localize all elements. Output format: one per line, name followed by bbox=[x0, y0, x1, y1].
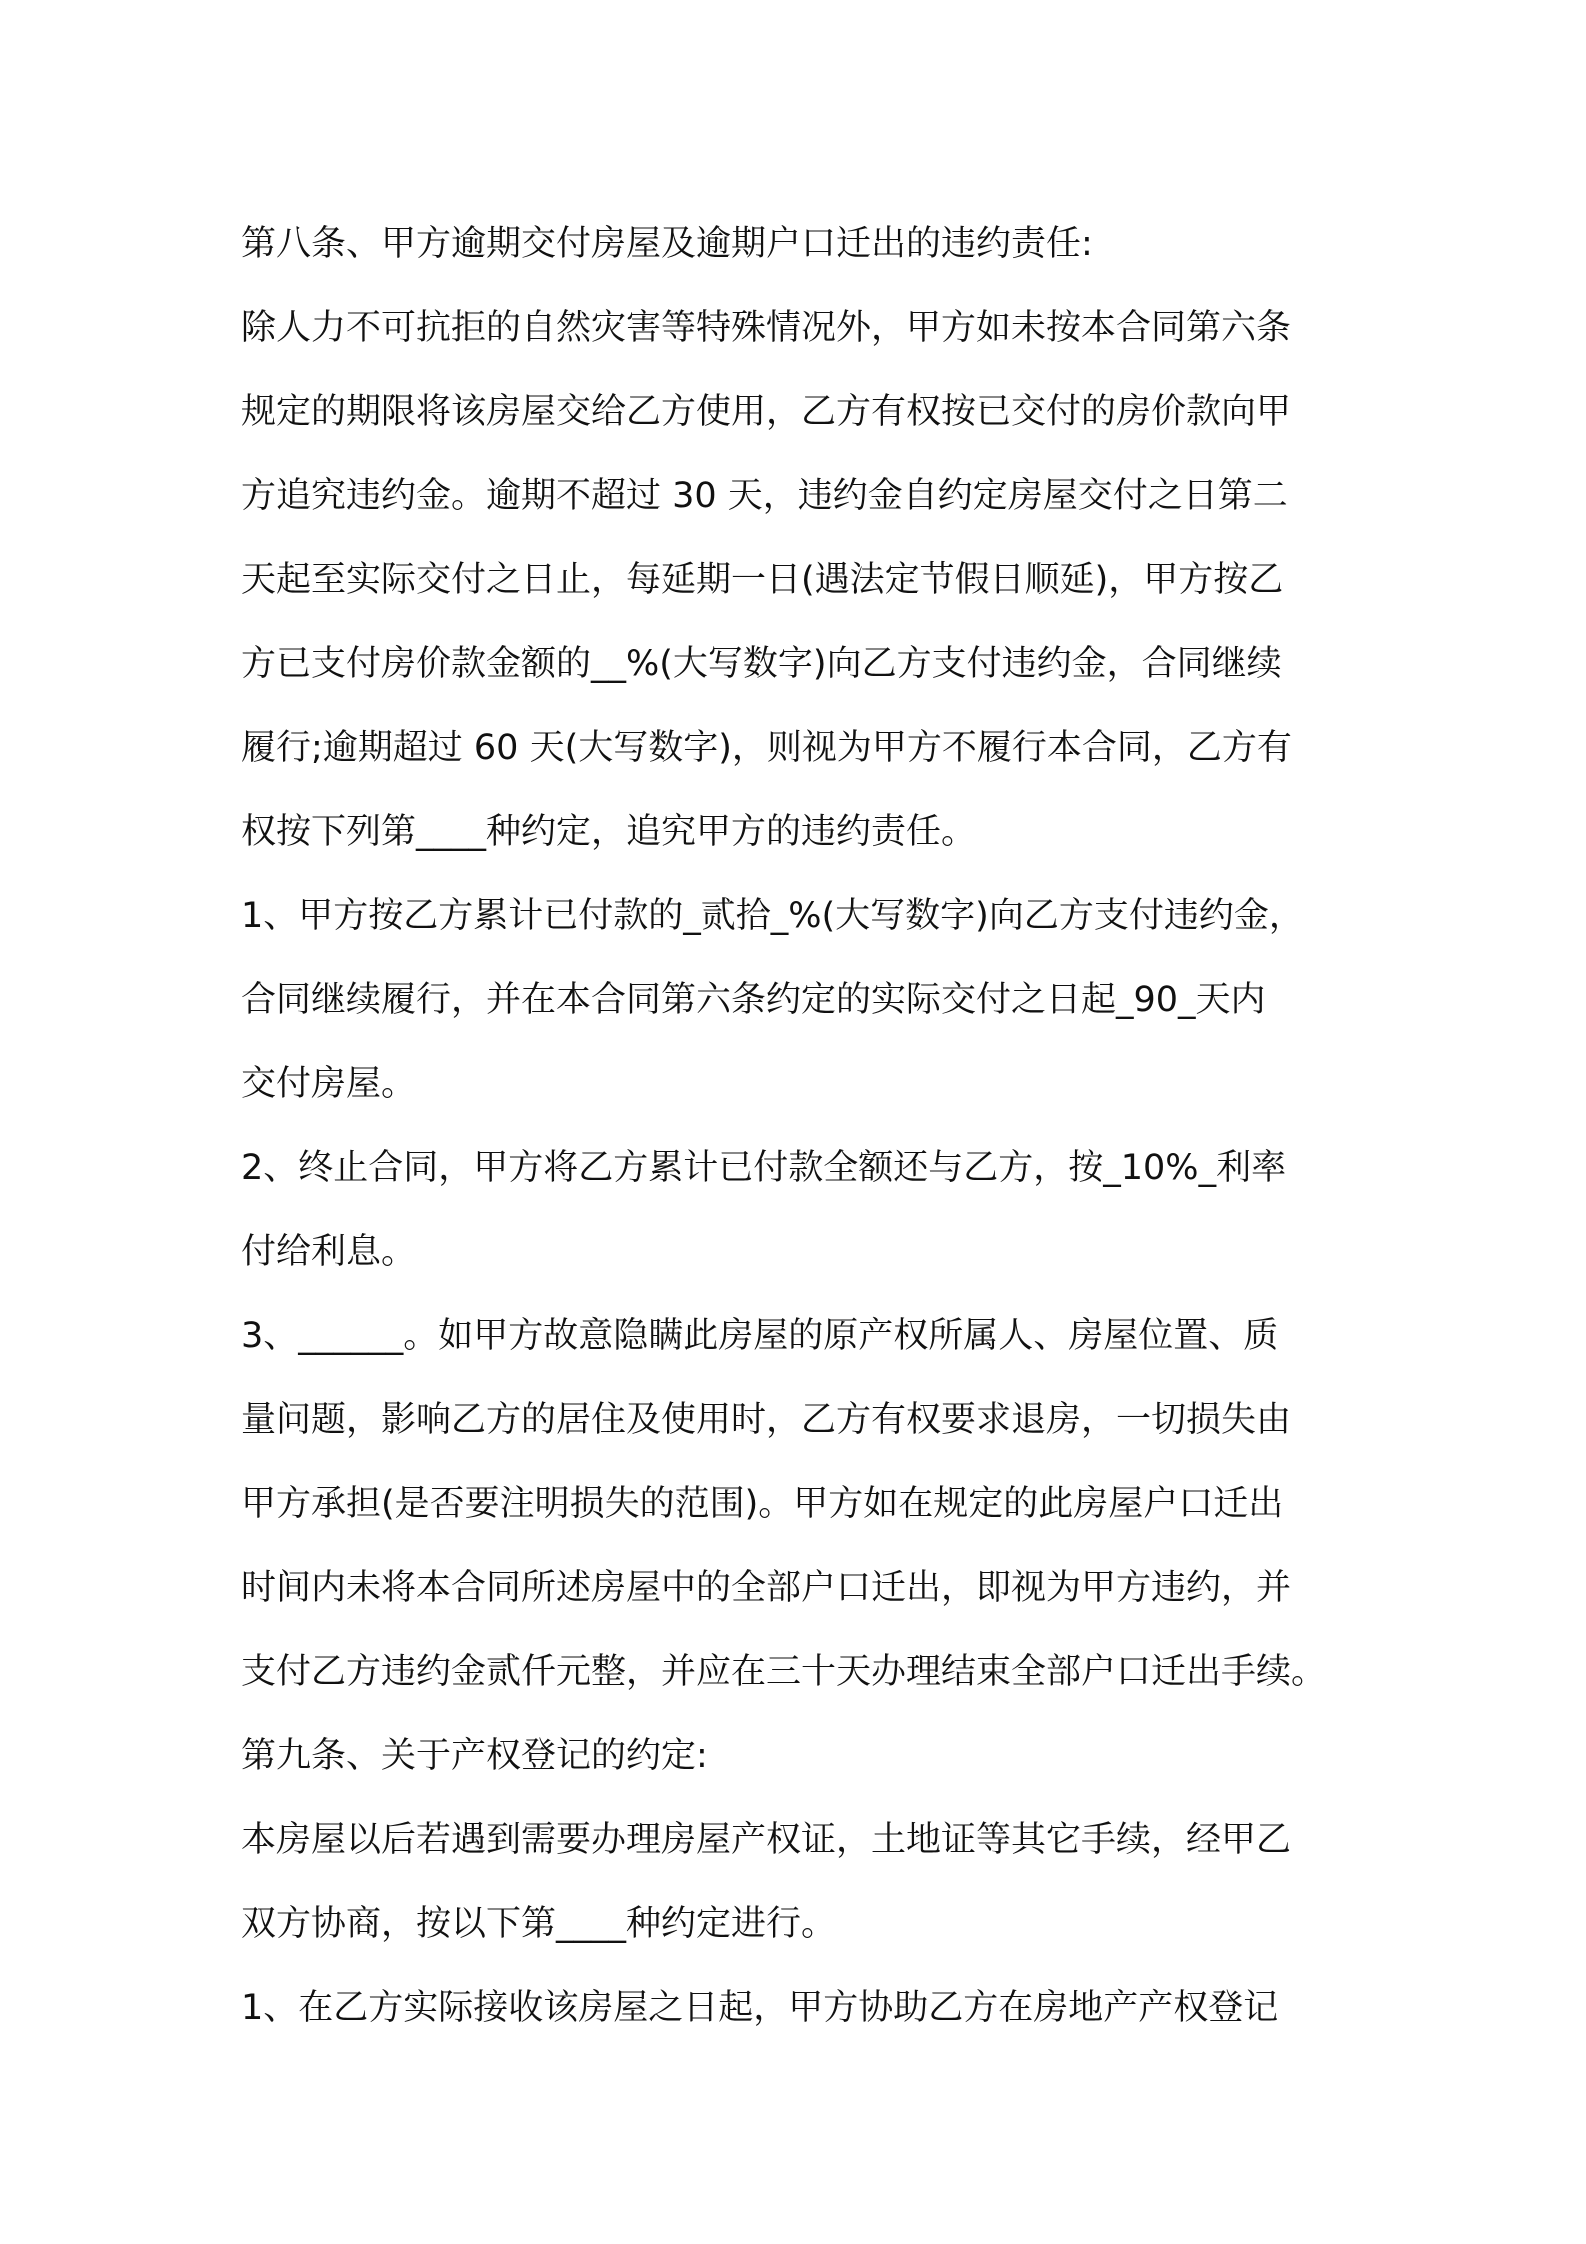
text-line: 时间内未将本合同所述房屋中的全部户口迁出，即视为甲方违约，并 bbox=[241, 1568, 1292, 1608]
clause-2-line: 2、终止合同，甲方将乙方累计已付款全额还与乙方，按_10%_利率 bbox=[241, 1148, 1287, 1188]
text-line: 权按下列第____种约定，追究甲方的违约责任。 bbox=[241, 812, 977, 852]
article-8-heading: 第八条、甲方逾期交付房屋及逾期户口迁出的违约责任: bbox=[241, 224, 1093, 264]
text-line: 合同继续履行，并在本合同第六条约定的实际交付之日起_90_天内 bbox=[241, 980, 1266, 1020]
text-line: 方追究违约金。逾期不超过 30 天，违约金自约定房屋交付之日第二 bbox=[241, 476, 1288, 516]
text-line: 交付房屋。 bbox=[241, 1064, 417, 1104]
text-line: 除人力不可抗拒的自然灾害等特殊情况外，甲方如未按本合同第六条 bbox=[241, 308, 1292, 348]
article-9-heading: 第九条、关于产权登记的约定: bbox=[241, 1736, 708, 1776]
text-line: 甲方承担(是否要注明损失的范围)。甲方如在规定的此房屋户口迁出 bbox=[241, 1484, 1284, 1524]
document-body bbox=[241, 202, 1361, 2050]
text-line: 履行;逾期超过 60 天(大写数字)，则视为甲方不履行本合同，乙方有 bbox=[241, 728, 1292, 768]
text-line: 支付乙方违约金贰仟元整，并应在三十天办理结束全部户口迁出手续。 bbox=[241, 1652, 1327, 1692]
text-line: 量问题，影响乙方的居住及使用时，乙方有权要求退房，一切损失由 bbox=[241, 1400, 1292, 1440]
text-line: 本房屋以后若遇到需要办理房屋产权证，土地证等其它手续，经甲乙 bbox=[241, 1820, 1292, 1860]
clause-3-line: 3、______。如甲方故意隐瞒此房屋的原产权所属人、房屋位置、质 bbox=[241, 1316, 1279, 1356]
clause-1-line: 1、在乙方实际接收该房屋之日起，甲方协助乙方在房地产产权登记 bbox=[241, 1988, 1279, 2028]
text-line: 规定的期限将该房屋交给乙方使用，乙方有权按已交付的房价款向甲 bbox=[241, 392, 1292, 432]
text-line: 方已支付房价款金额的__%(大写数字)向乙方支付违约金，合同继续 bbox=[241, 644, 1282, 684]
text-line: 双方协商，按以下第____种约定进行。 bbox=[241, 1904, 837, 1944]
clause-1-line: 1、甲方按乙方累计已付款的_贰拾_%(大写数字)向乙方支付违约金， bbox=[241, 896, 1304, 936]
text-line: 天起至实际交付之日止，每延期一日(遇法定节假日顺延)，甲方按乙 bbox=[241, 560, 1284, 600]
text-line: 付给利息。 bbox=[241, 1232, 417, 1272]
